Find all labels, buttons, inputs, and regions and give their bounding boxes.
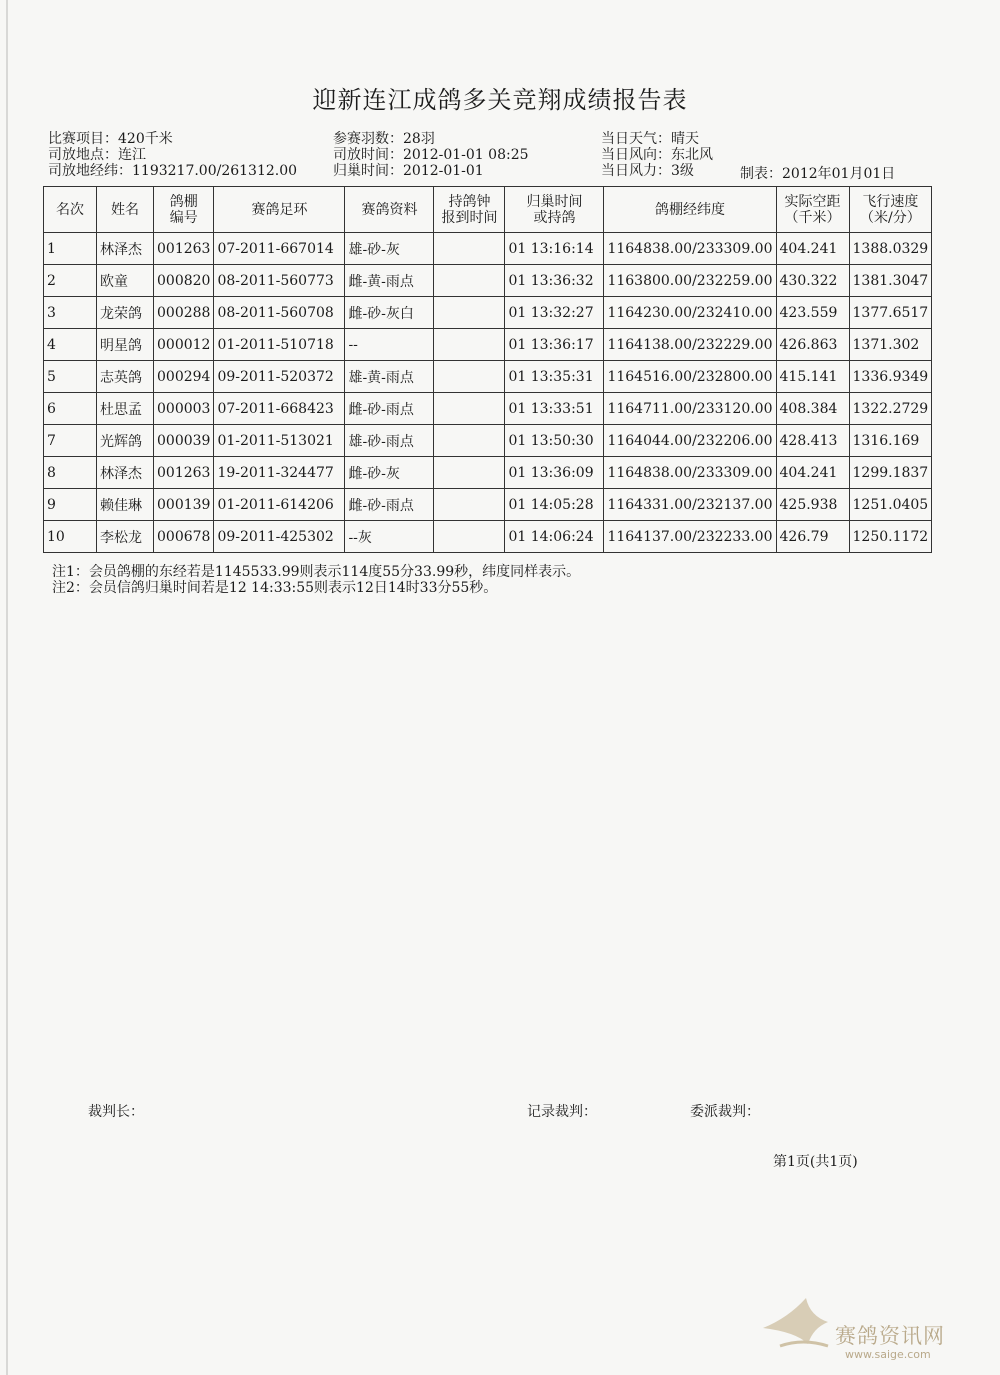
- cell-distance: 426.79: [776, 521, 849, 553]
- cell-coords: 1164230.00/232410.00: [604, 297, 776, 329]
- cell-coords: 1164138.00/232229.00: [604, 329, 776, 361]
- cell-distance: 404.241: [776, 457, 849, 489]
- cell-name: 赖佳琳: [97, 489, 154, 521]
- cell-ring: 01-2011-510718: [214, 329, 345, 361]
- report-title: 迎新连江成鸽多关竞翔成绩报告表: [312, 86, 688, 114]
- signature-chief-judge: 裁判长：: [88, 1104, 144, 1120]
- cell-speed: 1316.169: [849, 425, 932, 457]
- info-weather: 当日天气：晴天: [601, 131, 699, 147]
- table-row: [44, 297, 932, 329]
- cell-name: 明星鸽: [97, 329, 154, 361]
- cell-name: 林泽杰: [97, 233, 154, 265]
- cell-loft-id: 000003: [154, 393, 214, 425]
- table-row: [44, 489, 932, 521]
- cell-ring: 01-2011-614206: [214, 489, 345, 521]
- cell-bird-info: --灰: [345, 521, 434, 553]
- cell-bird-info: 雌-砂-灰白: [345, 297, 434, 329]
- cell-ring: 08-2011-560773: [214, 265, 345, 297]
- cell-name: 龙荣鸽: [97, 297, 154, 329]
- cell-distance: 430.322: [776, 265, 849, 297]
- cell-clock-time: [434, 521, 505, 553]
- cell-clock-time: [434, 233, 505, 265]
- cell-return-time: 01 13:36:32: [505, 265, 604, 297]
- cell-ring: 01-2011-513021: [214, 425, 345, 457]
- cell-return-time: 01 14:05:28: [505, 489, 604, 521]
- info-made-date: 制表：2012年01月01日: [740, 166, 896, 182]
- cell-bird-info: 雌-砂-雨点: [345, 489, 434, 521]
- cell-coords: 1164331.00/232137.00: [604, 489, 776, 521]
- cell-ring: 09-2011-425302: [214, 521, 345, 553]
- table-row: [44, 425, 932, 457]
- cell-return-time: 01 13:50:30: [505, 425, 604, 457]
- cell-distance: 408.384: [776, 393, 849, 425]
- cell-clock-time: [434, 425, 505, 457]
- cell-coords: 1164137.00/232233.00: [604, 521, 776, 553]
- header-distance: 实际空距 （千米）: [776, 187, 849, 233]
- cell-distance: 426.863: [776, 329, 849, 361]
- header-clock-time: 持鸽钟 报到时间: [434, 187, 505, 233]
- signature-recording-judge: 记录裁判：: [527, 1104, 597, 1120]
- cell-name: 杜思孟: [97, 393, 154, 425]
- cell-speed: 1251.0405: [849, 489, 932, 521]
- results-table: [43, 186, 932, 553]
- cell-loft-id: 000820: [154, 265, 214, 297]
- cell-loft-id: 000012: [154, 329, 214, 361]
- watermark-name: 赛鸽资讯网: [835, 1324, 945, 1348]
- cell-coords: 1164044.00/232206.00: [604, 425, 776, 457]
- cell-distance: 415.141: [776, 361, 849, 393]
- table-row: [44, 361, 932, 393]
- cell-bird-info: 雌-黄-雨点: [345, 265, 434, 297]
- cell-loft-id: 001263: [154, 233, 214, 265]
- page-number: 第1页(共1页): [773, 1154, 858, 1170]
- cell-bird-info: 雌-砂-雨点: [345, 393, 434, 425]
- info-wind-direction: 当日风向：东北风: [601, 147, 713, 163]
- cell-clock-time: [434, 329, 505, 361]
- cell-speed: 1377.6517: [849, 297, 932, 329]
- cell-rank: 2: [44, 265, 97, 297]
- cell-coords: 1164838.00/233309.00: [604, 233, 776, 265]
- cell-clock-time: [434, 457, 505, 489]
- cell-rank: 9: [44, 489, 97, 521]
- info-event: 比赛项目：420千米: [48, 131, 173, 147]
- cell-clock-time: [434, 361, 505, 393]
- cell-bird-info: --: [345, 329, 434, 361]
- cell-speed: 1381.3047: [849, 265, 932, 297]
- note-1: 注1：会员鸽棚的东经若是1145533.99则表示114度55分33.99秒，纬度同样表示。: [52, 564, 581, 580]
- cell-clock-time: [434, 393, 505, 425]
- header-rank: 名次: [44, 187, 97, 233]
- header-loft-id: 鸽棚 编号: [154, 187, 214, 233]
- cell-rank: 8: [44, 457, 97, 489]
- table-row: [44, 329, 932, 361]
- table-row: [44, 521, 932, 553]
- cell-distance: 428.413: [776, 425, 849, 457]
- cell-loft-id: 000139: [154, 489, 214, 521]
- cell-coords: 1164711.00/233120.00: [604, 393, 776, 425]
- header-ring: 赛鸽足环: [214, 187, 345, 233]
- cell-rank: 1: [44, 233, 97, 265]
- cell-ring: 07-2011-668423: [214, 393, 345, 425]
- cell-return-time: 01 13:32:27: [505, 297, 604, 329]
- cell-ring: 09-2011-520372: [214, 361, 345, 393]
- table-row: [44, 265, 932, 297]
- cell-loft-id: 000288: [154, 297, 214, 329]
- header-name: 姓名: [97, 187, 154, 233]
- cell-coords: 1164516.00/232800.00: [604, 361, 776, 393]
- cell-rank: 7: [44, 425, 97, 457]
- cell-rank: 3: [44, 297, 97, 329]
- table-row: [44, 233, 932, 265]
- info-return-date: 归巢时间：2012-01-01: [333, 163, 484, 179]
- cell-rank: 10: [44, 521, 97, 553]
- cell-name: 光辉鸽: [97, 425, 154, 457]
- info-release-time: 司放时间：2012-01-01 08:25: [333, 147, 529, 163]
- header-bird-info: 赛鸽资料: [345, 187, 434, 233]
- cell-ring: 08-2011-560708: [214, 297, 345, 329]
- cell-coords: 1163800.00/232259.00: [604, 265, 776, 297]
- cell-rank: 4: [44, 329, 97, 361]
- cell-ring: 19-2011-324477: [214, 457, 345, 489]
- table-header-row: [44, 187, 932, 233]
- table-row: [44, 457, 932, 489]
- cell-rank: 6: [44, 393, 97, 425]
- cell-speed: 1371.302: [849, 329, 932, 361]
- cell-speed: 1388.0329: [849, 233, 932, 265]
- info-release-place: 司放地点：连江: [48, 147, 146, 163]
- header-speed: 飞行速度 （米/分）: [849, 187, 932, 233]
- cell-distance: 425.938: [776, 489, 849, 521]
- cell-return-time: 01 13:36:17: [505, 329, 604, 361]
- cell-loft-id: 000294: [154, 361, 214, 393]
- cell-bird-info: 雄-砂-灰: [345, 233, 434, 265]
- cell-loft-id: 000678: [154, 521, 214, 553]
- cell-bird-info: 雄-砂-雨点: [345, 425, 434, 457]
- note-2: 注2：会员信鸽归巢时间若是12 14:33:55则表示12日14时33分55秒。: [52, 580, 498, 596]
- header-return-time: 归巢时间 或持鸽: [505, 187, 604, 233]
- table-row: [44, 393, 932, 425]
- cell-distance: 404.241: [776, 233, 849, 265]
- cell-speed: 1250.1172: [849, 521, 932, 553]
- cell-speed: 1336.9349: [849, 361, 932, 393]
- info-release-coords: 司放地经纬：1193217.00/261312.00: [48, 163, 298, 179]
- cell-return-time: 01 13:33:51: [505, 393, 604, 425]
- cell-coords: 1164838.00/233309.00: [604, 457, 776, 489]
- cell-speed: 1299.1837: [849, 457, 932, 489]
- cell-return-time: 01 13:35:31: [505, 361, 604, 393]
- signature-delegated-judge: 委派裁判：: [690, 1104, 760, 1120]
- cell-return-time: 01 13:36:09: [505, 457, 604, 489]
- watermark-url: www.saige.com: [845, 1348, 931, 1361]
- header-coords: 鸽棚经纬度: [604, 187, 776, 233]
- cell-name: 志英鸽: [97, 361, 154, 393]
- cell-speed: 1322.2729: [849, 393, 932, 425]
- cell-distance: 423.559: [776, 297, 849, 329]
- cell-loft-id: 001263: [154, 457, 214, 489]
- cell-rank: 5: [44, 361, 97, 393]
- cell-name: 林泽杰: [97, 457, 154, 489]
- cell-bird-info: 雌-砂-灰: [345, 457, 434, 489]
- info-entries: 参赛羽数：28羽: [333, 131, 435, 147]
- cell-name: 李松龙: [97, 521, 154, 553]
- cell-bird-info: 雄-黄-雨点: [345, 361, 434, 393]
- cell-clock-time: [434, 297, 505, 329]
- page-edge: [6, 0, 8, 1375]
- cell-return-time: 01 13:16:14: [505, 233, 604, 265]
- cell-return-time: 01 14:06:24: [505, 521, 604, 553]
- info-wind-force: 当日风力：3级: [601, 163, 694, 179]
- cell-ring: 07-2011-667014: [214, 233, 345, 265]
- cell-loft-id: 000039: [154, 425, 214, 457]
- cell-clock-time: [434, 489, 505, 521]
- cell-clock-time: [434, 265, 505, 297]
- cell-name: 欧童: [97, 265, 154, 297]
